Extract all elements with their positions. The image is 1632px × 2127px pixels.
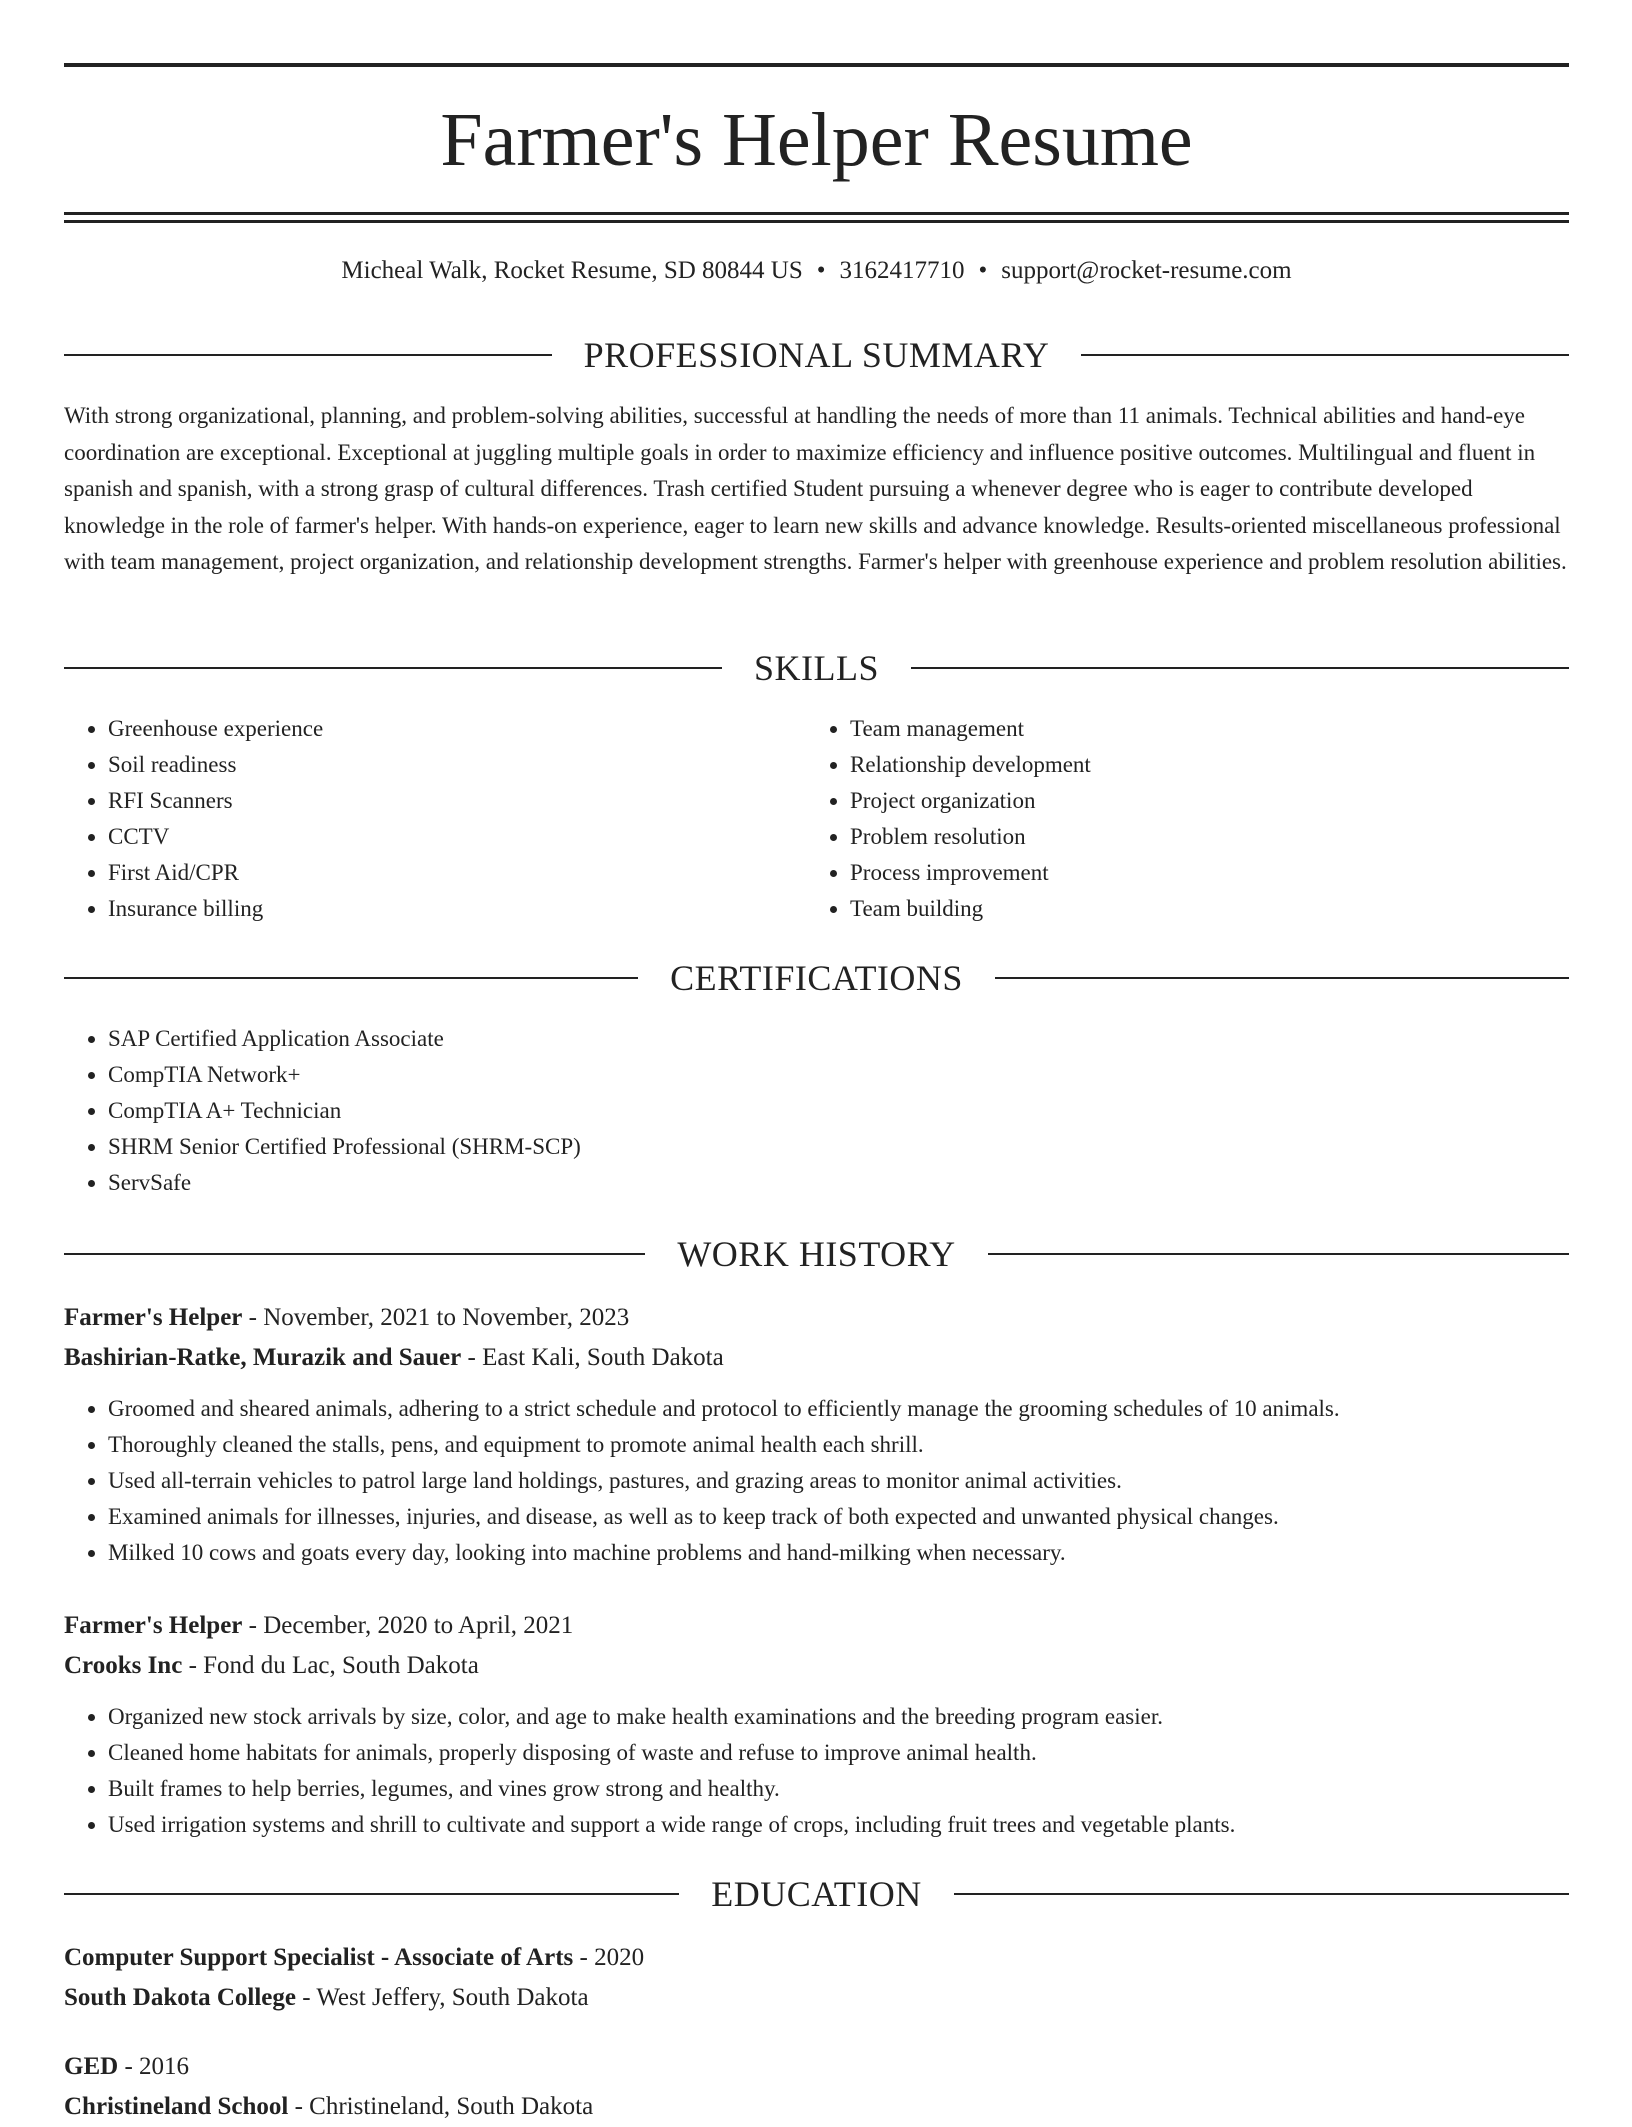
job-bullet: • Examined animals for illnesses, injuries, and disease, as well as to keep track of both expected and unwanted physical changes. <box>108 1499 1569 1535</box>
education-school: South Dakota College <box>64 1984 296 2011</box>
certification-item: • CompTIA Network+ <box>108 1057 1569 1093</box>
section-heading-skills <box>64 646 1569 690</box>
skill-item: • Insurance billing <box>108 891 764 927</box>
contact-address: Micheal Walk, Rocket Resume, SD 80844 US <box>341 257 803 284</box>
contact-email: support@rocket-resume.com <box>1001 257 1292 284</box>
education-year: - 2016 <box>118 2053 190 2080</box>
certifications-list <box>64 1021 1569 1201</box>
job-dates: - November, 2021 to November, 2023 <box>242 1304 630 1331</box>
heading-rule-left <box>64 667 722 669</box>
skill-item: • CCTV <box>108 819 764 855</box>
education-school: Christineland School <box>64 2093 289 2120</box>
job-bullet: • Built frames to help berries, legumes, and vines grow strong and healthy. <box>108 1771 1569 1807</box>
skill-item: • Project organization <box>850 783 1506 819</box>
job-bullets <box>64 1391 1569 1571</box>
education-school-line <box>64 1978 1569 2018</box>
job-company-line <box>64 1338 1569 1378</box>
job-bullet: • Used irrigation systems and shrill to cultivate and support a wide range of crops, including fruit trees and vegetable plants. <box>108 1807 1569 1843</box>
education-year: - 2020 <box>573 1944 645 1971</box>
section-title: SKILLS <box>754 648 880 688</box>
skill-item: • Process improvement <box>850 855 1506 891</box>
job-company-line <box>64 1646 1569 1686</box>
section-title: EDUCATION <box>711 1874 922 1914</box>
job-bullet: • Organized new stock arrivals by size, color, and age to make health examinations and the breeding program easier. <box>108 1699 1569 1735</box>
job-entry <box>64 1298 1569 1378</box>
heading-rule-left <box>64 1253 645 1255</box>
skills-column-left <box>64 711 764 927</box>
section-title: WORK HISTORY <box>677 1234 956 1274</box>
job-location: - Fond du Lac, South Dakota <box>182 1652 479 1679</box>
heading-rule-left <box>64 1893 679 1895</box>
job-bullet: • Milked 10 cows and goats every day, looking into machine problems and hand-milking when necessary. <box>108 1535 1569 1571</box>
skill-item: • Greenhouse experience <box>108 711 764 747</box>
education-location: - Christineland, South Dakota <box>288 2093 594 2120</box>
job-company: Crooks Inc <box>64 1652 183 1679</box>
job-company: Bashirian-Ratke, Murazik and Sauer <box>64 1344 462 1371</box>
section-heading-work-history <box>64 1232 1569 1276</box>
resume-page <box>64 0 1569 2120</box>
education-entry <box>64 2047 1569 2127</box>
education-location: - West Jeffery, South Dakota <box>295 1984 589 2011</box>
education-degree-line <box>64 2047 1569 2087</box>
section-heading-certifications <box>64 956 1569 1000</box>
job-entry <box>64 1606 1569 1686</box>
resume-title: Farmer's Helper Resume <box>440 98 1193 182</box>
skill-item: • Team management <box>850 711 1506 747</box>
certification-item: • SAP Certified Application Associate <box>108 1021 1569 1057</box>
education-degree-line <box>64 1938 1569 1978</box>
section-heading-education <box>64 1872 1569 1916</box>
education-entry <box>64 1938 1569 2018</box>
contact-separator: • <box>816 257 826 284</box>
heading-rule-right <box>954 1893 1569 1895</box>
summary-text: With strong organizational, planning, and problem-solving abilities, successful at handling the needs of more than 11 animals. Technical abilities and hand-eye coordination are exceptional. Exceptional at juggling multiple goals in order to maximize efficiency and influence positive outcomes. Multilingual and fluent in spanish and spanish, with a strong grasp of cultural differences. Trash certified Student pursuing a whenever degree who is eager to contribute developed knowledge in the role of farmer's helper. With hands-on experience, eager to learn new skills and advance knowledge. Results-oriented miscellaneous professional with team management, project organization, and relationship development strengths. Farmer's helper with greenhouse experience and problem resolution abilities. <box>64 403 1567 574</box>
education-school-line <box>64 2087 1569 2127</box>
skill-item: • Team building <box>850 891 1506 927</box>
job-title-line <box>64 1606 1569 1646</box>
skill-item: • Problem resolution <box>850 819 1506 855</box>
skill-item: • First Aid/CPR <box>108 855 764 891</box>
job-bullet: • Cleaned home habitats for animals, properly disposing of waste and refuse to improve animal health. <box>108 1735 1569 1771</box>
contact-line <box>64 255 1569 287</box>
job-bullet: • Groomed and sheared animals, adhering to a strict schedule and protocol to efficiently manage the grooming schedules of 10 animals. <box>108 1391 1569 1427</box>
job-title: Farmer's Helper <box>64 1304 243 1331</box>
heading-rule-left <box>64 354 552 356</box>
skill-item: • RFI Scanners <box>108 783 764 819</box>
heading-rule-right <box>911 667 1569 669</box>
job-bullets <box>64 1699 1569 1843</box>
heading-rule-right <box>995 977 1569 979</box>
job-title-line <box>64 1298 1569 1338</box>
skill-item: • Soil readiness <box>108 747 764 783</box>
certification-item: • CompTIA A+ Technician <box>108 1093 1569 1129</box>
education-degree: GED <box>64 2053 119 2080</box>
job-location: - East Kali, South Dakota <box>461 1344 724 1371</box>
job-dates: - December, 2020 to April, 2021 <box>242 1612 574 1639</box>
certification-item: • ServSafe <box>108 1165 1569 1201</box>
job-bullet: • Used all-terrain vehicles to patrol large land holdings, pastures, and grazing areas to monitor animal activities. <box>108 1463 1569 1499</box>
section-title: PROFESSIONAL SUMMARY <box>583 335 1050 375</box>
section-title: CERTIFICATIONS <box>670 958 963 998</box>
title-double-rule <box>64 212 1569 223</box>
skill-item: • Relationship development <box>850 747 1506 783</box>
heading-rule-right <box>988 1253 1569 1255</box>
heading-rule-left <box>64 977 638 979</box>
contact-phone: 3162417710 <box>839 257 965 284</box>
skills-column-right <box>806 711 1506 927</box>
job-bullet: • Thoroughly cleaned the stalls, pens, and equipment to promote animal health each shrill. <box>108 1427 1569 1463</box>
section-heading-summary <box>64 333 1569 377</box>
contact-separator: • <box>978 257 988 284</box>
job-title: Farmer's Helper <box>64 1612 243 1639</box>
heading-rule-right <box>1081 354 1569 356</box>
education-degree: Computer Support Specialist - Associate of Arts <box>64 1944 574 1971</box>
certification-item: • SHRM Senior Certified Professional (SHRM-SCP) <box>108 1129 1569 1165</box>
top-rule <box>64 63 1569 67</box>
